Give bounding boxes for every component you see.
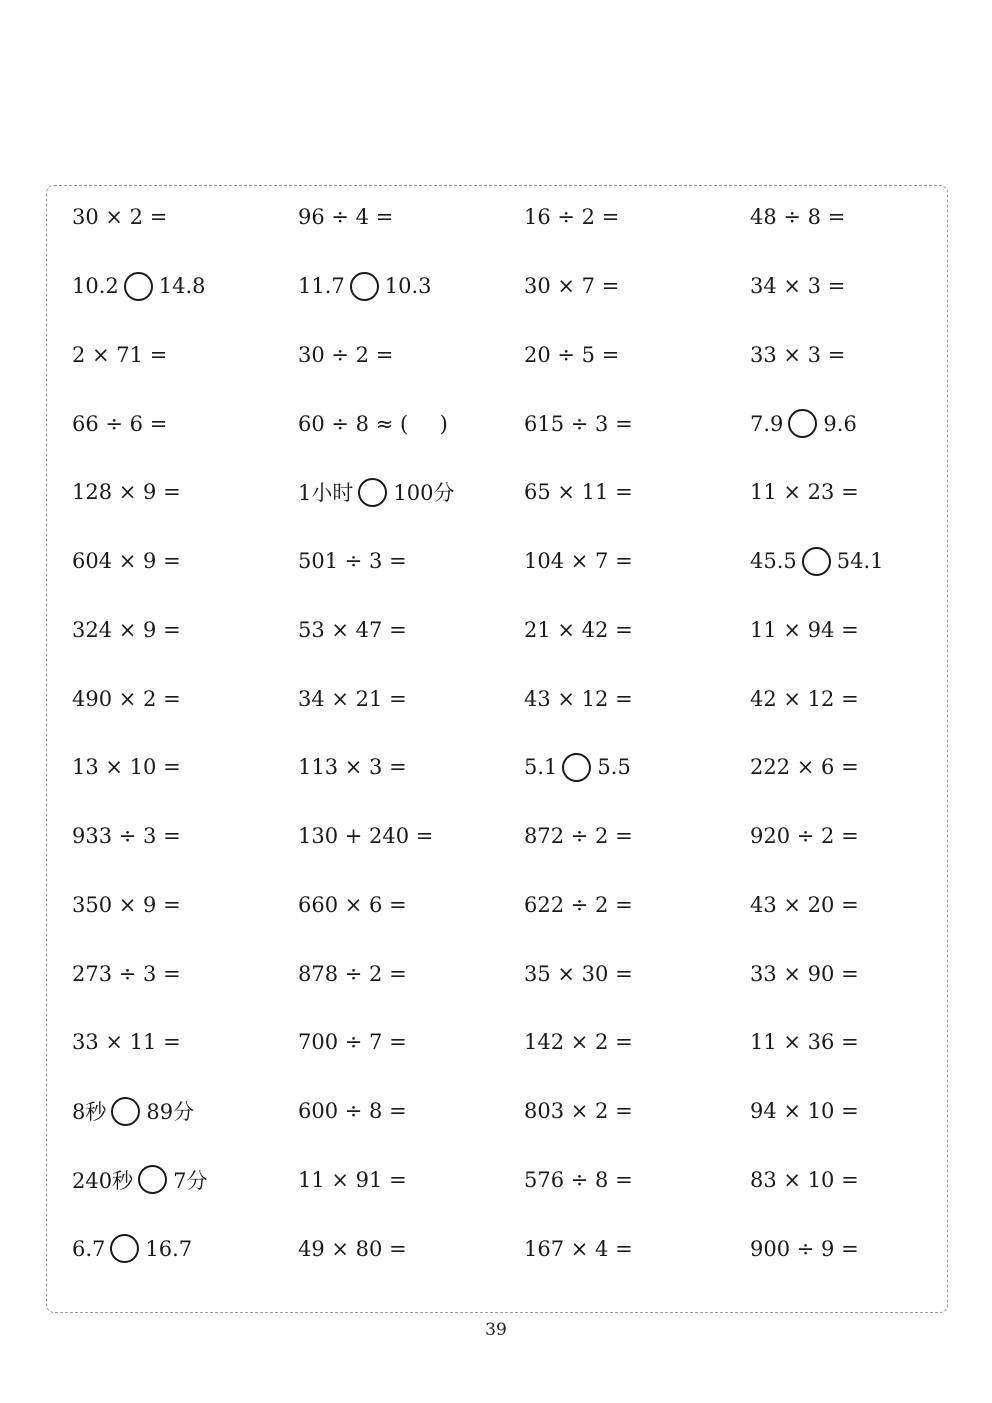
problem-text: 920 ÷ 2 = [750, 824, 859, 849]
problem-text: 83 × 10 = [750, 1167, 859, 1192]
compare-left-value: 5.1 [524, 755, 558, 780]
comparison-problem [72, 1077, 298, 1146]
problem-text: 43 × 20 = [750, 892, 859, 917]
problem-text: 104 × 7 = [524, 549, 633, 574]
arithmetic-problem [524, 527, 750, 596]
comparison-problem [298, 458, 524, 527]
arithmetic-problem [72, 802, 298, 871]
arithmetic-problem [72, 321, 298, 390]
compare-right-value: 9.6 [823, 411, 857, 436]
arithmetic-problem [524, 389, 750, 458]
problem-text: 48 ÷ 8 = [750, 205, 846, 230]
arithmetic-problem [72, 183, 298, 252]
compare-right-value: 7分 [173, 1168, 208, 1193]
problem-text: 615 ÷ 3 = [524, 411, 633, 436]
comparison-problem [72, 1214, 298, 1283]
arithmetic-problem [524, 1146, 750, 1215]
compare-right-value: 54.1 [836, 549, 884, 574]
arithmetic-problem [524, 1077, 750, 1146]
answer-circle[interactable] [110, 1234, 139, 1263]
problem-text: 933 ÷ 3 = [72, 824, 181, 849]
arithmetic-problem [750, 1146, 952, 1215]
problem-text: 490 × 2 = [72, 686, 181, 711]
arithmetic-problem [72, 596, 298, 665]
compare-right-value: 89分 [146, 1100, 195, 1125]
arithmetic-problem [524, 596, 750, 665]
problem-text: 30 × 2 = [72, 205, 168, 230]
arithmetic-problem [524, 802, 750, 871]
problem-text: 30 × 7 = [524, 274, 620, 299]
compare-left-value: 45.5 [750, 549, 797, 574]
compare-left-value: 11.7 [298, 274, 345, 299]
arithmetic-problem [72, 664, 298, 733]
comparison-problem [298, 252, 524, 321]
arithmetic-problem [298, 321, 524, 390]
compare-right-value: 10.3 [384, 274, 432, 299]
arithmetic-problem [298, 596, 524, 665]
answer-circle[interactable] [124, 272, 153, 301]
problem-text: 49 × 80 = [298, 1236, 407, 1261]
compare-left-value: 6.7 [72, 1236, 106, 1261]
problem-text: 53 × 47 = [298, 617, 407, 642]
arithmetic-problem [524, 664, 750, 733]
problem-text: 622 ÷ 2 = [524, 892, 633, 917]
arithmetic-problem [72, 733, 298, 802]
answer-circle[interactable] [802, 547, 831, 576]
arithmetic-problem [750, 939, 952, 1008]
arithmetic-problem [750, 733, 952, 802]
problem-text: 2 × 71 = [72, 342, 168, 367]
arithmetic-problem [524, 871, 750, 940]
compare-left-value: 1小时 [298, 481, 354, 506]
arithmetic-problem [524, 321, 750, 390]
comparison-problem [72, 252, 298, 321]
answer-circle[interactable] [350, 272, 379, 301]
arithmetic-problem [524, 1008, 750, 1077]
problem-text: 660 × 6 = [298, 892, 407, 917]
problem-text: 700 ÷ 7 = [298, 1030, 407, 1055]
problem-text: 604 × 9 = [72, 549, 181, 574]
problem-text: 94 × 10 = [750, 1099, 859, 1124]
problem-text: 142 × 2 = [524, 1030, 633, 1055]
problem-text: 872 ÷ 2 = [524, 824, 633, 849]
comparison-problem [72, 1146, 298, 1215]
problem-text: 34 × 21 = [298, 686, 407, 711]
compare-right-value: 14.8 [158, 274, 206, 299]
problem-text: 222 × 6 = [750, 755, 859, 780]
problem-text: 35 × 30 = [524, 961, 633, 986]
problem-text: 900 ÷ 9 = [750, 1236, 859, 1261]
arithmetic-problem [750, 802, 952, 871]
arithmetic-problem [750, 458, 952, 527]
arithmetic-problem [750, 664, 952, 733]
compare-left-value: 8秒 [72, 1100, 107, 1125]
compare-right-value: 100分 [393, 481, 455, 506]
compare-right-value: 16.7 [145, 1236, 193, 1261]
problem-text: 803 × 2 = [524, 1099, 633, 1124]
arithmetic-problem [750, 321, 952, 390]
arithmetic-problem [750, 1008, 952, 1077]
arithmetic-problem [72, 458, 298, 527]
arithmetic-problem [298, 389, 524, 458]
page-number: 39 [485, 1320, 507, 1340]
arithmetic-problem [524, 252, 750, 321]
worksheet-box [46, 185, 948, 1313]
arithmetic-problem [524, 458, 750, 527]
arithmetic-problem [298, 733, 524, 802]
arithmetic-problem [298, 664, 524, 733]
compare-left-value: 240秒 [72, 1168, 134, 1193]
arithmetic-problem [750, 183, 952, 252]
comparison-problem [750, 389, 952, 458]
problem-text: 33 × 11 = [72, 1030, 181, 1055]
compare-left-value: 7.9 [750, 411, 784, 436]
arithmetic-problem [298, 939, 524, 1008]
arithmetic-problem [298, 1146, 524, 1215]
comparison-problem [524, 733, 750, 802]
problem-text: 350 × 9 = [72, 892, 181, 917]
arithmetic-problem [524, 939, 750, 1008]
comparison-problem [750, 527, 952, 596]
problem-text: 60 ÷ 8 ≈ ( ) [298, 411, 448, 436]
problem-text: 96 ÷ 4 = [298, 205, 394, 230]
arithmetic-problem [298, 1008, 524, 1077]
problem-text: 600 ÷ 8 = [298, 1099, 407, 1124]
problem-text: 66 ÷ 6 = [72, 411, 168, 436]
problem-text: 128 × 9 = [72, 480, 181, 505]
problem-text: 273 ÷ 3 = [72, 961, 181, 986]
problem-text: 113 × 3 = [298, 755, 407, 780]
problem-text: 576 ÷ 8 = [524, 1167, 633, 1192]
arithmetic-problem [298, 802, 524, 871]
compare-right-value: 5.5 [597, 755, 631, 780]
problem-text: 65 × 11 = [524, 480, 633, 505]
arithmetic-problem [72, 939, 298, 1008]
problem-text: 11 × 36 = [750, 1030, 859, 1055]
arithmetic-problem [524, 1214, 750, 1283]
problem-text: 11 × 91 = [298, 1167, 407, 1192]
arithmetic-problem [72, 1008, 298, 1077]
arithmetic-problem [524, 183, 750, 252]
answer-circle[interactable] [788, 409, 817, 438]
arithmetic-problem [750, 871, 952, 940]
answer-circle[interactable] [138, 1165, 167, 1194]
problem-text: 42 × 12 = [750, 686, 859, 711]
problem-text: 21 × 42 = [524, 617, 633, 642]
answer-circle[interactable] [562, 753, 591, 782]
problem-text: 11 × 94 = [750, 617, 859, 642]
problem-text: 43 × 12 = [524, 686, 633, 711]
problem-text: 878 ÷ 2 = [298, 961, 407, 986]
problem-text: 34 × 3 = [750, 274, 846, 299]
answer-circle[interactable] [358, 478, 387, 507]
problem-text: 167 × 4 = [524, 1236, 633, 1261]
problem-text: 30 ÷ 2 = [298, 342, 394, 367]
arithmetic-problem [298, 871, 524, 940]
problem-text: 13 × 10 = [72, 755, 181, 780]
problem-text: 324 × 9 = [72, 617, 181, 642]
problem-text: 33 × 3 = [750, 342, 846, 367]
compare-left-value: 10.2 [72, 274, 119, 299]
arithmetic-problem [750, 596, 952, 665]
arithmetic-problem [750, 1214, 952, 1283]
problem-text: 20 ÷ 5 = [524, 342, 620, 367]
problem-grid [72, 186, 952, 1286]
arithmetic-problem [298, 1214, 524, 1283]
problem-text: 11 × 23 = [750, 480, 859, 505]
arithmetic-problem [72, 389, 298, 458]
problem-text: 16 ÷ 2 = [524, 205, 620, 230]
arithmetic-problem [750, 1077, 952, 1146]
arithmetic-problem [750, 252, 952, 321]
arithmetic-problem [298, 183, 524, 252]
arithmetic-problem [72, 527, 298, 596]
problem-text: 130 + 240 = [298, 824, 434, 849]
answer-circle[interactable] [111, 1097, 140, 1126]
problem-text: 33 × 90 = [750, 961, 859, 986]
arithmetic-problem [72, 871, 298, 940]
arithmetic-problem [298, 1077, 524, 1146]
arithmetic-problem [298, 527, 524, 596]
problem-text: 501 ÷ 3 = [298, 549, 407, 574]
